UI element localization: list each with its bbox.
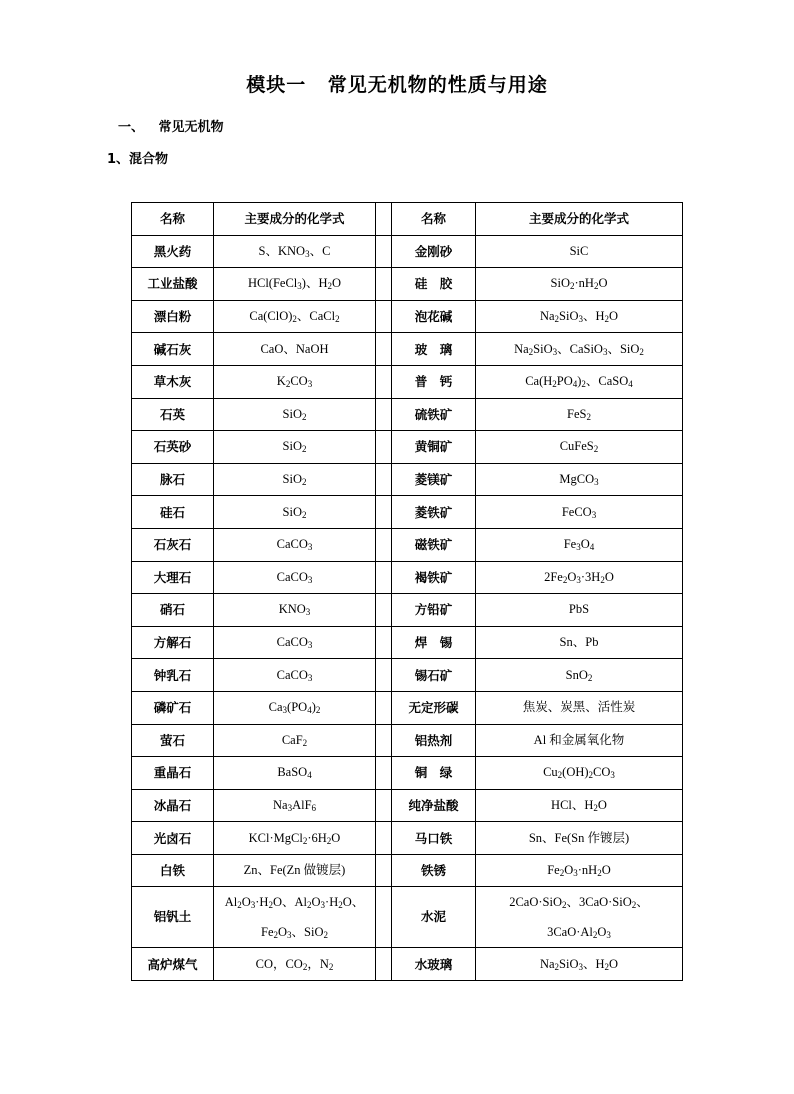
right-formula-cell: $SiO_2\cdot nH_2O$ [476, 268, 683, 301]
column-gap [376, 203, 392, 236]
table-row [132, 431, 683, 464]
left-name-cell: 硝石 [132, 594, 214, 627]
right-formula-cell: HCl、$H_2O$ [476, 789, 683, 822]
table-row [132, 724, 683, 757]
header-right-name: 名称 [392, 203, 476, 236]
left-formula-cell: $KNO_3$ [214, 594, 376, 627]
left-name-cell: 钟乳石 [132, 659, 214, 692]
right-name-cell: 黄铜矿 [392, 431, 476, 464]
table-row [132, 789, 683, 822]
left-formula-cell: CaCO$_3$ [214, 659, 376, 692]
header-left-name: 名称 [132, 203, 214, 236]
column-gap [376, 948, 392, 981]
left-formula-cell: $Al_2O_3\cdot H_2O$、$Al_2O_3\cdot H_2O$、$Fe_2O_3$、SiO$_2$ [214, 887, 376, 948]
column-gap [376, 496, 392, 529]
right-formula-cell: 焦炭、炭黑、活性炭 [476, 691, 683, 724]
section-heading: 一、 常见无机物 [118, 120, 224, 135]
left-formula-cell: Zn、Fe(Zn 做镀层) [214, 854, 376, 887]
left-name-cell: 铝钒土 [132, 887, 214, 948]
left-name-cell: 冰晶石 [132, 789, 214, 822]
right-formula-cell: Al 和金属氧化物 [476, 724, 683, 757]
right-formula-cell: Sn、Fe(Sn 作镀层) [476, 822, 683, 855]
table-row [132, 691, 683, 724]
left-name-cell: 黑火药 [132, 235, 214, 268]
table-row [132, 822, 683, 855]
table-row [132, 528, 683, 561]
left-formula-cell: SiO$_2$ [214, 398, 376, 431]
column-gap [376, 463, 392, 496]
column-gap [376, 724, 392, 757]
right-formula-cell: FeS$_2$ [476, 398, 683, 431]
table-row [132, 594, 683, 627]
left-formula-cell: $Ca(ClO)_2$、CaCl$_2$ [214, 300, 376, 333]
table-row [132, 333, 683, 366]
left-name-cell: 重晶石 [132, 757, 214, 790]
table-row [132, 235, 683, 268]
table-row [132, 300, 683, 333]
column-gap [376, 333, 392, 366]
right-name-cell: 硅 胶 [392, 268, 476, 301]
left-name-cell: 高炉煤气 [132, 948, 214, 981]
right-name-cell: 方铅矿 [392, 594, 476, 627]
right-name-cell: 无定形碳 [392, 691, 476, 724]
right-name-cell: 菱镁矿 [392, 463, 476, 496]
left-formula-cell: CaCO$_3$ [214, 626, 376, 659]
left-formula-cell: SiO$_2$ [214, 463, 376, 496]
right-formula-cell: $Fe_3O_4$ [476, 528, 683, 561]
mixtures-table [131, 202, 683, 981]
right-formula-cell: $Cu_2(OH)_2CO_3$ [476, 757, 683, 790]
left-name-cell: 白铁 [132, 854, 214, 887]
right-formula-cell: SiC [476, 235, 683, 268]
left-name-cell: 石英砂 [132, 431, 214, 464]
table-row [132, 561, 683, 594]
right-name-cell: 水泥 [392, 887, 476, 948]
left-name-cell: 硅石 [132, 496, 214, 529]
table-header-row [132, 203, 683, 236]
right-formula-cell: $Na_2SiO_3$、CaSiO$_3$、SiO$_2$ [476, 333, 683, 366]
right-formula-cell: MgCO$_3$ [476, 463, 683, 496]
left-name-cell: 方解石 [132, 626, 214, 659]
table-row [132, 757, 683, 790]
right-name-cell: 马口铁 [392, 822, 476, 855]
left-formula-cell: $Ca_3(PO_4)_2$ [214, 691, 376, 724]
column-gap [376, 854, 392, 887]
left-formula-cell: SiO$_2$ [214, 496, 376, 529]
left-formula-cell: SiO$_2$ [214, 431, 376, 464]
table-row [132, 365, 683, 398]
right-formula-cell: CuFeS$_2$ [476, 431, 683, 464]
left-name-cell: 大理石 [132, 561, 214, 594]
right-formula-cell: $Na_2SiO_3$、$H_2O$ [476, 948, 683, 981]
left-formula-cell: CO，$CO_2$，$N_2$ [214, 948, 376, 981]
column-gap [376, 659, 392, 692]
table-row [132, 626, 683, 659]
right-name-cell: 铜 绿 [392, 757, 476, 790]
table-row [132, 948, 683, 981]
left-formula-cell: CaCO$_3$ [214, 561, 376, 594]
right-formula-cell: $Na_2SiO_3$、$H_2O$ [476, 300, 683, 333]
right-name-cell: 玻 璃 [392, 333, 476, 366]
column-gap [376, 757, 392, 790]
right-name-cell: 硫铁矿 [392, 398, 476, 431]
left-name-cell: 石灰石 [132, 528, 214, 561]
right-name-cell: 纯净盐酸 [392, 789, 476, 822]
left-formula-cell: $Na_3AlF_6$ [214, 789, 376, 822]
header-left-formula: 主要成分的化学式 [214, 203, 376, 236]
column-gap [376, 594, 392, 627]
column-gap [376, 822, 392, 855]
right-name-cell: 铁锈 [392, 854, 476, 887]
right-formula-cell: 2CaO·SiO$_2$、3CaO·SiO$_2$、$3CaO\cdot Al_2O_3$ [476, 887, 683, 948]
table-row [132, 854, 683, 887]
left-name-cell: 碱石灰 [132, 333, 214, 366]
table-row [132, 398, 683, 431]
column-gap [376, 528, 392, 561]
left-formula-cell: CaCO$_3$ [214, 528, 376, 561]
page-title: 模块一 常见无机物的性质与用途 [246, 74, 548, 96]
right-formula-cell: FeCO$_3$ [476, 496, 683, 529]
left-name-cell: 脉石 [132, 463, 214, 496]
right-formula-cell: Sn、Pb [476, 626, 683, 659]
left-formula-cell: CaF$_2$ [214, 724, 376, 757]
column-gap [376, 300, 392, 333]
right-formula-cell: $2Fe_2O_3\cdot 3H_2O$ [476, 561, 683, 594]
column-gap [376, 398, 392, 431]
column-gap [376, 365, 392, 398]
right-name-cell: 普 钙 [392, 365, 476, 398]
table-row [132, 659, 683, 692]
left-name-cell: 磷矿石 [132, 691, 214, 724]
table-row [132, 268, 683, 301]
right-formula-cell: $Ca(H_2PO_4)_2$、CaSO$_4$ [476, 365, 683, 398]
left-name-cell: 光卤石 [132, 822, 214, 855]
right-name-cell: 焊 锡 [392, 626, 476, 659]
left-formula-cell: $KCl\cdot MgCl_2\cdot 6H_2O$ [214, 822, 376, 855]
right-name-cell: 磁铁矿 [392, 528, 476, 561]
right-name-cell: 泡花碱 [392, 300, 476, 333]
right-name-cell: 褐铁矿 [392, 561, 476, 594]
column-gap [376, 235, 392, 268]
subsection-heading: 1、混合物 [107, 152, 169, 167]
left-formula-cell: BaSO$_4$ [214, 757, 376, 790]
table-body [132, 235, 683, 980]
right-formula-cell: PbS [476, 594, 683, 627]
left-formula-cell: S、$KNO_3$、C [214, 235, 376, 268]
right-name-cell: 铝热剂 [392, 724, 476, 757]
left-name-cell: 漂白粉 [132, 300, 214, 333]
right-name-cell: 金刚砂 [392, 235, 476, 268]
header-right-formula: 主要成分的化学式 [476, 203, 683, 236]
left-formula-cell: HCl(FeCl$_3$)、$H_2O$ [214, 268, 376, 301]
right-name-cell: 菱铁矿 [392, 496, 476, 529]
column-gap [376, 789, 392, 822]
left-formula-cell: $K_2CO_3$ [214, 365, 376, 398]
column-gap [376, 887, 392, 948]
table-row [132, 463, 683, 496]
column-gap [376, 431, 392, 464]
column-gap [376, 626, 392, 659]
left-name-cell: 石英 [132, 398, 214, 431]
left-name-cell: 草木灰 [132, 365, 214, 398]
right-formula-cell: SnO$_2$ [476, 659, 683, 692]
table-row [132, 887, 683, 948]
column-gap [376, 561, 392, 594]
left-name-cell: 工业盐酸 [132, 268, 214, 301]
left-formula-cell: CaO、NaOH [214, 333, 376, 366]
table-row [132, 496, 683, 529]
right-name-cell: 锡石矿 [392, 659, 476, 692]
column-gap [376, 691, 392, 724]
left-name-cell: 萤石 [132, 724, 214, 757]
right-name-cell: 水玻璃 [392, 948, 476, 981]
column-gap [376, 268, 392, 301]
right-formula-cell: $Fe_2O_3\cdot nH_2O$ [476, 854, 683, 887]
